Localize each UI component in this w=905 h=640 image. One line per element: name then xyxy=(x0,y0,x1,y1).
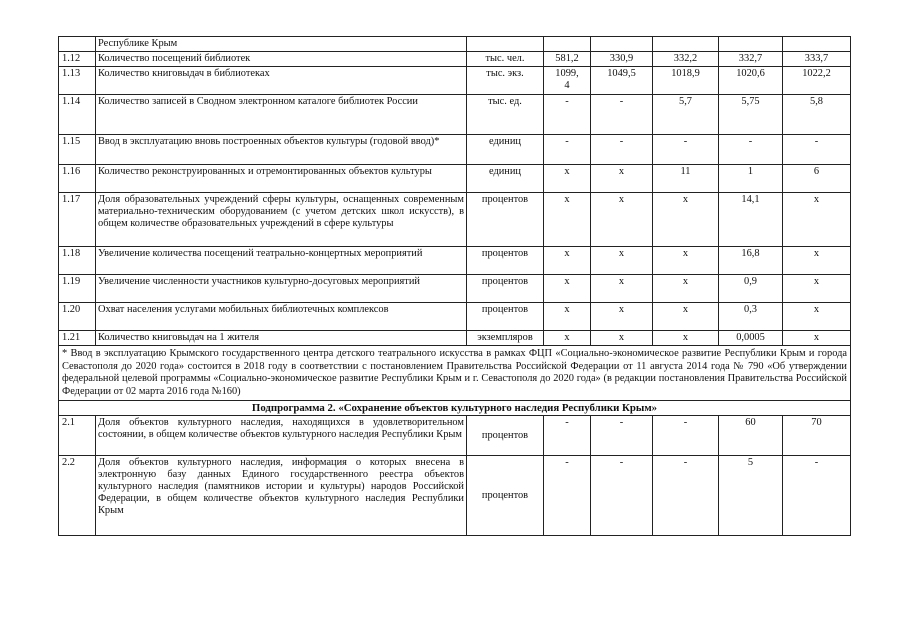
unit-of-measure: процентов xyxy=(467,193,544,247)
value-cell: х xyxy=(544,331,591,346)
table-row xyxy=(59,303,851,331)
value-cell: 16,8 xyxy=(719,247,783,275)
value-cell: - xyxy=(591,95,653,135)
value-cell xyxy=(591,37,653,52)
indicators-body-a xyxy=(59,37,851,346)
value-cell: 0,0005 xyxy=(719,331,783,346)
value-cell: х xyxy=(653,303,719,331)
value-cell: - xyxy=(591,416,653,456)
indicators-body-b xyxy=(59,416,851,536)
indicator-name: Количество книговыдач в библиотеках xyxy=(96,67,467,95)
footnote-text: * Ввод в эксплуатацию Крымского государственного центра детского театрального искусства в рамках ФЦП «Социально-экономическое развитие Республики Крым и города Севастополя до 2020 года» состоится в 2018 году в соответствии с постановлением Правительства Российской Федерации от 11 августа 2014 года № 790 «Об утверждении федеральной целевой программы «Социально-экономическое развитие Республики Крым и г. Севастополя до 2020 года» (в редакции постановления Правительства Российской Федерации от 02 марта 2016 года №160) xyxy=(59,346,851,401)
value-cell: 6 xyxy=(783,165,851,193)
table-row xyxy=(59,193,851,247)
value-cell: 5,75 xyxy=(719,95,783,135)
value-cell: х xyxy=(783,193,851,247)
table-row xyxy=(59,275,851,303)
table-row xyxy=(59,456,851,536)
row-number: 1.16 xyxy=(59,165,96,193)
value-cell: х xyxy=(783,303,851,331)
value-cell: х xyxy=(591,275,653,303)
value-cell: - xyxy=(544,135,591,165)
subprogram-title: Подпрограмма 2. «Сохранение объектов культурного наследия Республики Крым» xyxy=(59,401,851,416)
unit-of-measure: единиц xyxy=(467,165,544,193)
value-cell: 1022,2 xyxy=(783,67,851,95)
value-cell: - xyxy=(591,456,653,536)
footnote-row xyxy=(59,346,851,401)
value-cell: х xyxy=(544,303,591,331)
indicator-name: Доля объектов культурного наследия, находящихся в удовлетворительном состоянии, в общем количестве объектов культурного наследия Республики Крым xyxy=(96,416,467,456)
unit-of-measure: процентов xyxy=(467,247,544,275)
row-number: 2.1 xyxy=(59,416,96,456)
value-cell xyxy=(719,37,783,52)
indicator-name: Количество записей в Сводном электронном каталоге библиотек России xyxy=(96,95,467,135)
value-cell: 1018,9 xyxy=(653,67,719,95)
value-cell: 0,3 xyxy=(719,303,783,331)
unit-of-measure: процентов xyxy=(467,275,544,303)
value-cell: 5,8 xyxy=(783,95,851,135)
value-cell: 332,7 xyxy=(719,52,783,67)
row-number: 1.19 xyxy=(59,275,96,303)
value-cell: 5,7 xyxy=(653,95,719,135)
value-cell xyxy=(783,37,851,52)
value-cell: 1049,5 xyxy=(591,67,653,95)
table-row xyxy=(59,331,851,346)
row-number: 1.17 xyxy=(59,193,96,247)
value-cell: х xyxy=(783,275,851,303)
table-row xyxy=(59,135,851,165)
indicators-table xyxy=(58,36,851,536)
value-cell: 11 xyxy=(653,165,719,193)
value-cell: 330,9 xyxy=(591,52,653,67)
value-cell: - xyxy=(544,456,591,536)
unit-of-measure: экземпляров xyxy=(467,331,544,346)
value-cell: 332,2 xyxy=(653,52,719,67)
table-row xyxy=(59,95,851,135)
value-cell: х xyxy=(653,275,719,303)
row-number: 1.13 xyxy=(59,67,96,95)
value-cell: - xyxy=(719,135,783,165)
value-cell: 5 xyxy=(719,456,783,536)
value-cell: х xyxy=(591,303,653,331)
table-row xyxy=(59,165,851,193)
value-cell: 0,9 xyxy=(719,275,783,303)
value-cell: х xyxy=(783,331,851,346)
row-number xyxy=(59,37,96,52)
indicator-name: Количество посещений библиотек xyxy=(96,52,467,67)
document-page xyxy=(58,36,850,536)
value-cell: х xyxy=(544,247,591,275)
unit-of-measure: процентов xyxy=(467,456,544,536)
unit-of-measure: тыс. ед. xyxy=(467,95,544,135)
value-cell: 70 xyxy=(783,416,851,456)
value-cell: 333,7 xyxy=(783,52,851,67)
indicator-name: Увеличение численности участников культурно-досуговых мероприятий xyxy=(96,275,467,303)
value-cell: х xyxy=(653,193,719,247)
value-cell: - xyxy=(653,416,719,456)
value-cell: - xyxy=(653,456,719,536)
indicator-name: Количество книговыдач на 1 жителя xyxy=(96,331,467,346)
value-cell: - xyxy=(783,135,851,165)
indicator-name: Ввод в эксплуатацию вновь построенных объектов культуры (годовой ввод)* xyxy=(96,135,467,165)
row-number: 1.21 xyxy=(59,331,96,346)
indicator-name: Доля объектов культурного наследия, информация о которых внесена в электронную базу данных Единого государственного реестра объектов культурного наследия (памятников истории и культуры) народов Российской Федерации, в общем количестве объектов культурного наследия Республики Крым xyxy=(96,456,467,536)
value-cell: х xyxy=(544,193,591,247)
unit-of-measure: единиц xyxy=(467,135,544,165)
value-cell: х xyxy=(544,165,591,193)
table-row xyxy=(59,416,851,456)
row-number: 1.20 xyxy=(59,303,96,331)
subprogram-row xyxy=(59,401,851,416)
value-cell: - xyxy=(591,135,653,165)
value-cell xyxy=(544,37,591,52)
value-cell: х xyxy=(544,275,591,303)
unit-of-measure: тыс. экз. xyxy=(467,67,544,95)
indicator-name: Увеличение количества посещений театрально-концертных мероприятий xyxy=(96,247,467,275)
value-cell: - xyxy=(544,416,591,456)
value-cell: 60 xyxy=(719,416,783,456)
value-cell: х xyxy=(591,165,653,193)
table-row xyxy=(59,247,851,275)
value-cell: 581,2 xyxy=(544,52,591,67)
value-cell: х xyxy=(653,331,719,346)
row-number: 1.15 xyxy=(59,135,96,165)
value-cell xyxy=(653,37,719,52)
row-number: 2.2 xyxy=(59,456,96,536)
value-cell: - xyxy=(544,95,591,135)
indicator-name: Охват населения услугами мобильных библиотечных комплексов xyxy=(96,303,467,331)
value-cell: х xyxy=(591,193,653,247)
value-cell: 14,1 xyxy=(719,193,783,247)
value-cell: х xyxy=(591,247,653,275)
indicator-name: Доля образовательных учреждений сферы культуры, оснащенных современным материально-техническим оборудованием (с учетом детских школ искусств), в общем количестве образовательных учреждений в сфере культуры xyxy=(96,193,467,247)
row-number: 1.14 xyxy=(59,95,96,135)
value-cell: х xyxy=(783,247,851,275)
row-number: 1.12 xyxy=(59,52,96,67)
value-cell: - xyxy=(783,456,851,536)
value-cell: х xyxy=(653,247,719,275)
unit-of-measure xyxy=(467,37,544,52)
table-row xyxy=(59,37,851,52)
unit-of-measure: процентов xyxy=(467,416,544,456)
indicator-name: Количество реконструированных и отремонтированных объектов культуры xyxy=(96,165,467,193)
value-cell: 1020,6 xyxy=(719,67,783,95)
unit-of-measure: процентов xyxy=(467,303,544,331)
table-row xyxy=(59,67,851,95)
value-cell: 1 xyxy=(719,165,783,193)
value-cell: - xyxy=(653,135,719,165)
unit-of-measure: тыс. чел. xyxy=(467,52,544,67)
row-number: 1.18 xyxy=(59,247,96,275)
indicator-name: Республике Крым xyxy=(96,37,467,52)
table-row xyxy=(59,52,851,67)
value-cell: х xyxy=(591,331,653,346)
value-cell: 1099, 4 xyxy=(544,67,591,95)
